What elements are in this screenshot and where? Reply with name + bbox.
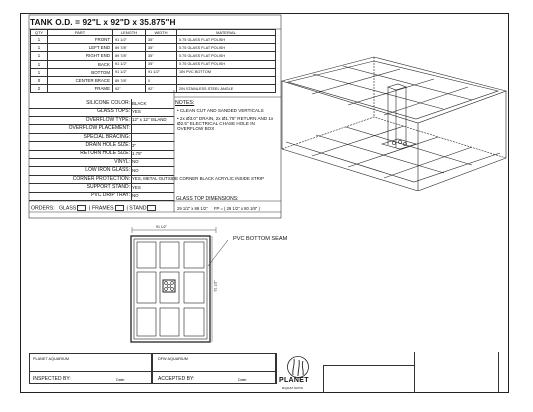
col-width: WIDTH — [146, 30, 177, 36]
orders-glass-label: GLASS — [58, 205, 77, 212]
part-cell: CENTER BRACE — [48, 76, 113, 84]
glass-top-right: FP = ( 29 1/2" x 80 1/8" ) — [214, 206, 260, 211]
qty-cell: 0 — [31, 76, 48, 84]
spec-label: CORNER PROTECTION: — [72, 175, 130, 182]
material-cell: 0.75 GLASS FLAT POLISH — [177, 60, 276, 68]
col-material: MATERIAL — [177, 30, 276, 36]
orders-stand-label: STAND — [129, 205, 147, 212]
dim-top-label: 91 1/2" — [156, 225, 167, 229]
dim-side-label: 91 1/2" — [213, 280, 218, 292]
company-right: DFW AQUARIUM — [158, 357, 188, 361]
spec-value: NO — [132, 193, 139, 198]
part-cell: BOTTOM — [48, 68, 113, 76]
length-cell: 89 7/8" — [113, 44, 146, 52]
length-cell: 92" — [113, 85, 146, 93]
material-cell: 2IN STAINLESS STEEL ANGLE — [177, 85, 276, 93]
accepted-date-label: Date: — [238, 378, 248, 382]
material-cell: 0.75 GLASS FLAT POLISH — [177, 44, 276, 52]
note-2: • 2x Ø3.0" DRAIN, 2x Ø1.75" RETURN AND 1x Ø2.5" ELECTRICAL CHASE HOLE IN OVERFLOW BOX — [177, 116, 274, 132]
tank-isometric-drawing — [276, 45, 512, 191]
part-cell: BACK — [48, 60, 113, 68]
company-left: PLANET AQUARIUM — [33, 357, 70, 361]
inspected-date-label: Date: — [116, 378, 126, 382]
qty-cell: 2 — [31, 85, 48, 93]
spec-label: OVERFLOW TYPE: — [85, 116, 130, 123]
qty-cell: 1 — [31, 52, 48, 60]
spec-label: PVC DRIP TRAY: — [91, 192, 130, 199]
width-cell: 92" — [146, 85, 177, 93]
spec-label: OVERFLOW PLACEMENT: — [68, 125, 130, 132]
note-1: • CLEAN CUT AND SANDED VERTICALS — [177, 108, 264, 113]
spec-label: GLASS TOPS: — [97, 108, 130, 115]
qty-cell: 1 — [31, 60, 48, 68]
qty-cell: 1 — [31, 44, 48, 52]
width-cell: 0 — [146, 76, 177, 84]
footer-rule-3 — [498, 352, 499, 393]
spec-label: SILICONE COLOR: — [86, 100, 130, 106]
part-cell: RIGHT END — [48, 52, 113, 60]
orders-row: ORDERS: GLASS | FRAMES | STAND — [31, 205, 156, 211]
footer-rule-4 — [323, 365, 415, 366]
spec-label: VINYL: — [114, 158, 130, 165]
glass-top-title: GLASS TOP DIMENSIONS: — [176, 196, 239, 202]
logo-subtitle: aquariums — [282, 386, 304, 390]
qty-cell: 1 — [31, 36, 48, 44]
material-cell: 1IN PVC BOTTOM — [177, 68, 276, 76]
length-cell: 89 7/8" — [113, 76, 146, 84]
tank-title: TANK O.D. = 92"L x 92"D x 35.875"H — [30, 17, 176, 27]
footer-vdivider — [276, 353, 277, 384]
spec-value: NO — [132, 167, 139, 173]
spec-label: LOW IRON GLASS: — [85, 167, 130, 174]
material-cell: 0.75 GLASS FLAT POLISH — [177, 36, 276, 44]
part-cell: LEFT END — [48, 44, 113, 52]
note-2-text: 2x Ø3.0" DRAIN, 2x Ø1.75" RETURN AND 1x Ø2.5" ELECTRICAL CHASE HOLE IN OVERFLOW BOX — [177, 116, 274, 132]
plan-view-drawing — [128, 224, 278, 349]
width-cell: 91 1/2" — [146, 68, 177, 76]
planet-logo-icon — [283, 355, 313, 379]
orders-frames-label: FRAMES — [91, 205, 114, 212]
pvc-seam-callout: PVC BOTTOM SEAM — [233, 236, 288, 242]
spec-value: YES — [132, 109, 141, 114]
glass-top-left: 29 1/2" x 88 1/2" — [177, 206, 208, 211]
material-cell: 0.75 GLASS FLAT POLISH — [177, 52, 276, 60]
accepted-by-line[interactable] — [196, 383, 268, 384]
part-cell: FRAME — [48, 85, 113, 93]
spec-value: 1.75" — [132, 151, 143, 156]
note-1-text: CLEAN CUT AND SANDED VERTICALS — [179, 108, 264, 113]
notes-title: NOTES: — [175, 100, 195, 106]
width-cell: 35" — [146, 44, 177, 52]
inspected-by-line[interactable] — [72, 383, 144, 384]
length-cell: 91 1/2" — [113, 68, 146, 76]
spec-value: NO — [132, 159, 139, 165]
spec-value: YES — [132, 184, 141, 190]
spec-label: SPECIAL BRACING: — [83, 133, 130, 140]
footer-divider — [29, 371, 276, 372]
footer-rule-2 — [414, 352, 415, 393]
spec-value: BLACK — [132, 100, 147, 106]
orders-label: ORDERS: — [31, 205, 55, 212]
spec-label: SUPPORT STAND: — [86, 184, 130, 190]
width-cell: 35" — [146, 60, 177, 68]
width-cell: 35" — [146, 36, 177, 44]
col-part: PART — [48, 30, 113, 36]
spec-value: YES, METAL OUTSIDE CORNER BLACK ACRYLIC INSIDE STRIP — [132, 176, 264, 182]
spec-label: RETURN HOLE SIZE: — [80, 150, 130, 157]
qty-cell: 1 — [31, 68, 48, 76]
col-qty: QTY — [31, 30, 48, 36]
length-cell: 91 1/2" — [113, 60, 146, 68]
footer-rule-1 — [323, 365, 324, 393]
inspected-by-label: INSPECTED BY: — [33, 376, 71, 382]
spec-value: 3" — [132, 142, 137, 148]
accepted-by-label: ACCEPTED BY: — [158, 376, 195, 382]
width-cell: 35" — [146, 52, 177, 60]
col-length: LENGTH — [113, 30, 146, 36]
length-cell: 91 1/2" — [113, 36, 146, 44]
part-cell: FRONT — [48, 36, 113, 44]
length-cell: 89 7/8" — [113, 52, 146, 60]
spec-label: DRAIN HOLE SIZE: — [85, 142, 130, 148]
spec-value: 12" x 12" ISLAND — [132, 117, 167, 123]
logo-name: PLANET — [279, 377, 309, 384]
